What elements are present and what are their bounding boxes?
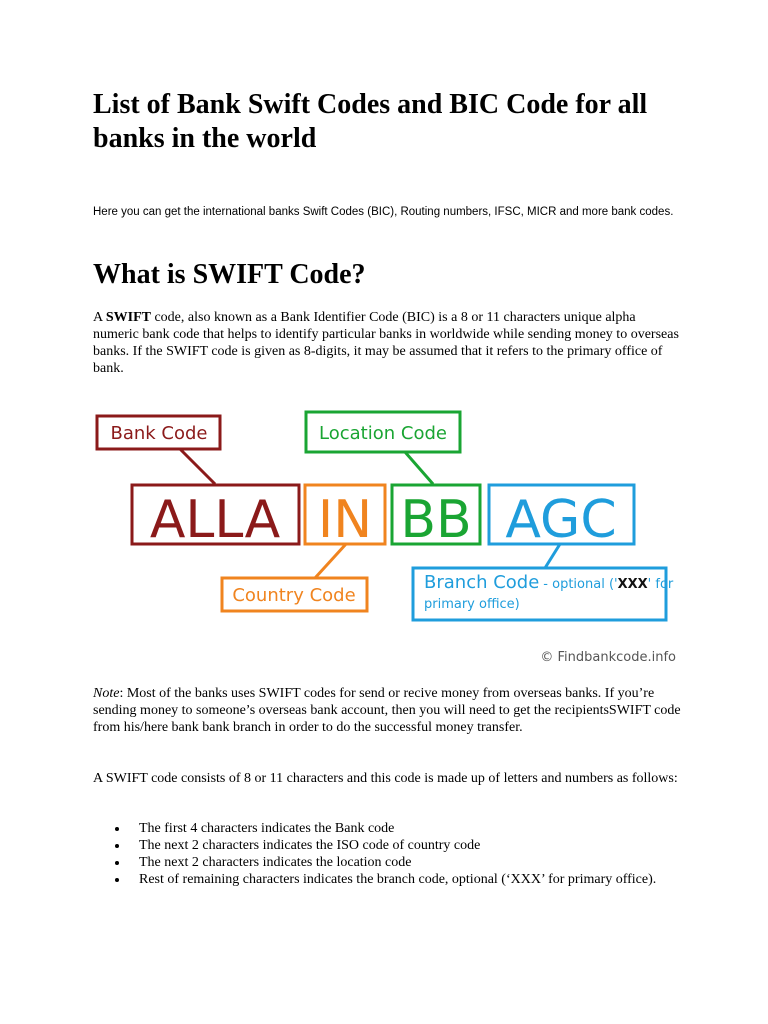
branch-suffix2: ' for bbox=[647, 577, 674, 592]
definition-rest: code, also known as a Bank Identifier Code (BIC) is a 8 or 11 characters unique alpha numeric bank code that helps to identify particular banks in worldwide while sending money to overseas banks. If the SWIFT code is given as 8-digits, it may be assumed that it refers to the primary office of bank. bbox=[93, 310, 679, 376]
definition-lead: A bbox=[93, 310, 106, 325]
country-segment-text: IN bbox=[317, 490, 373, 550]
branch-code-label-line2: primary office) bbox=[424, 597, 520, 612]
country-code-label: Country Code bbox=[232, 585, 356, 606]
bank-code-pointer bbox=[180, 449, 215, 484]
location-code-label: Location Code bbox=[319, 423, 447, 444]
section-heading: What is SWIFT Code? bbox=[93, 259, 366, 290]
list-item: Rest of remaining characters indicates the branch code, optional (‘XXX’ for primary office). bbox=[93, 871, 683, 888]
note-text: : Most of the banks uses SWIFT codes for send or recive money from overseas banks. If you’re sending money to someone’s overseas bank account, then you will need to get the recipientsSWIFT code from his/here bank bank branch in order to do the successful money transfer. bbox=[93, 686, 681, 735]
copyright-text: © Findbankcode.info bbox=[540, 650, 676, 665]
branch-code-label: Branch Code bbox=[424, 572, 540, 593]
structure-intro: A SWIFT code consists of 8 or 11 characters and this code is made up of letters and numbers as follows: bbox=[93, 771, 678, 786]
list-item: The next 2 characters indicates the ISO code of country code bbox=[93, 837, 683, 854]
structure-list bbox=[93, 820, 683, 888]
branch-suffix: - optional (' bbox=[543, 577, 618, 592]
location-code-pointer bbox=[405, 452, 433, 484]
location-segment-text: BB bbox=[400, 490, 472, 550]
branch-xxx: XXX bbox=[617, 577, 648, 592]
branch-code-label-line1 bbox=[424, 572, 674, 593]
bank-code-label: Bank Code bbox=[110, 423, 208, 444]
bank-segment-text: ALLA bbox=[149, 490, 281, 550]
note-paragraph bbox=[93, 685, 683, 736]
list-item: The next 2 characters indicates the location code bbox=[93, 854, 683, 871]
list-item: The first 4 characters indicates the Bank code bbox=[93, 820, 683, 837]
note-label: Note bbox=[93, 686, 120, 701]
intro-text: Here you can get the international banks Swift Codes (BIC), Routing numbers, IFSC, MICR and more bank codes. bbox=[93, 206, 674, 218]
branch-segment-text: AGC bbox=[505, 490, 617, 550]
page-title: List of Bank Swift Codes and BIC Code for all banks in the world bbox=[93, 89, 648, 154]
definition-term: SWIFT bbox=[105, 310, 151, 325]
